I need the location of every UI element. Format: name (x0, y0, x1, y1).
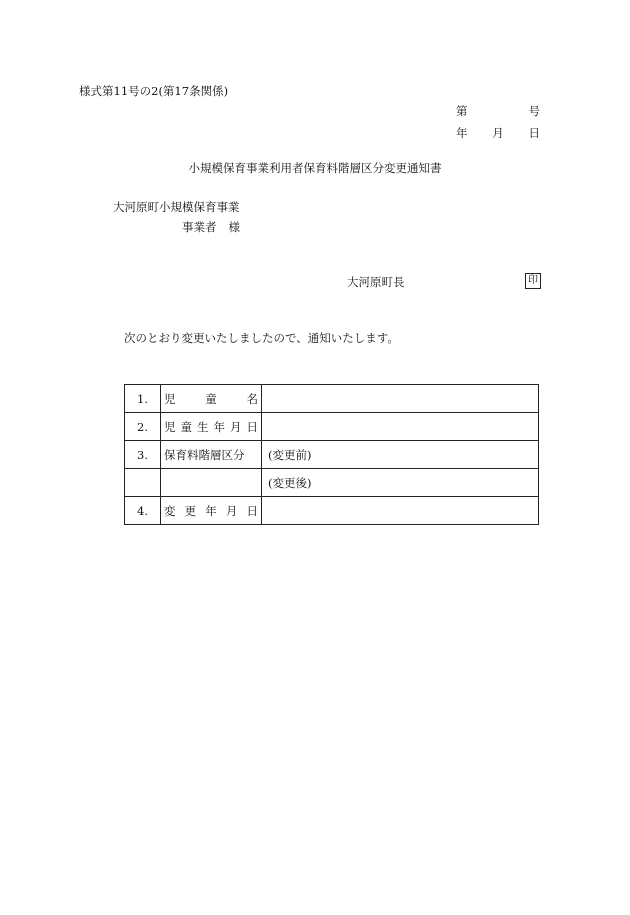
addressee-line2 (182, 219, 240, 235)
addressee-line1: 大河原町小規模保育事業 (113, 200, 240, 214)
document-date (456, 125, 540, 141)
document-title: 小規模保育事業利用者保育料階層区分変更通知書 (188, 161, 442, 175)
row-number: 1. (125, 385, 161, 413)
row-label-char: 生 (197, 419, 209, 434)
row-label-char: 月 (230, 419, 242, 434)
table-row (125, 497, 539, 525)
doc-number-prefix: 第 (456, 104, 468, 118)
row-number: 3. (125, 441, 161, 469)
table-row (125, 385, 539, 413)
row-value (262, 497, 539, 525)
row-label (161, 441, 262, 469)
row-label-char: 変 (164, 503, 176, 518)
table-row (125, 413, 539, 441)
row-label-char: 保育料階層区分 (164, 447, 245, 462)
row-label-char: 名 (246, 391, 258, 406)
form-id: 様式第11号の2(第17条関係) (79, 84, 229, 98)
row-label (161, 385, 262, 413)
row-label-char: 年 (213, 419, 225, 434)
row-label-char: 児 (164, 391, 176, 406)
row-label (161, 413, 262, 441)
row-label-char: 児 (164, 419, 176, 434)
row-label (161, 497, 262, 525)
date-month: 月 (492, 126, 504, 140)
row-number (125, 469, 161, 497)
row-label-char: 日 (246, 503, 258, 518)
date-day: 日 (528, 126, 540, 140)
row-value (262, 413, 539, 441)
row-label-char: 月 (225, 503, 238, 518)
table-row (125, 441, 539, 469)
date-year: 年 (456, 126, 468, 140)
addressee-honorific: 様 (228, 220, 240, 234)
row-value: (変更後) (262, 469, 539, 497)
row-number: 4. (125, 497, 161, 525)
row-label-char: 日 (246, 419, 258, 434)
issuer-name: 大河原町長 (347, 275, 405, 289)
addressee-role: 事業者 (182, 220, 217, 234)
doc-number-suffix: 号 (528, 104, 540, 118)
row-value: (変更前) (262, 441, 539, 469)
row-value (262, 385, 539, 413)
row-label (161, 469, 262, 497)
document-number (456, 103, 540, 119)
row-label-char: 童 (180, 419, 192, 434)
table-row (125, 469, 539, 497)
row-label-char: 年 (205, 503, 217, 518)
row-label-char: 童 (205, 391, 217, 406)
body-text: 次のとおり変更いたしましたので、通知いたします。 (124, 331, 399, 345)
seal-mark: 印 (525, 273, 541, 289)
info-table (124, 384, 539, 525)
row-label-char: 更 (184, 503, 197, 518)
row-number: 2. (125, 413, 161, 441)
